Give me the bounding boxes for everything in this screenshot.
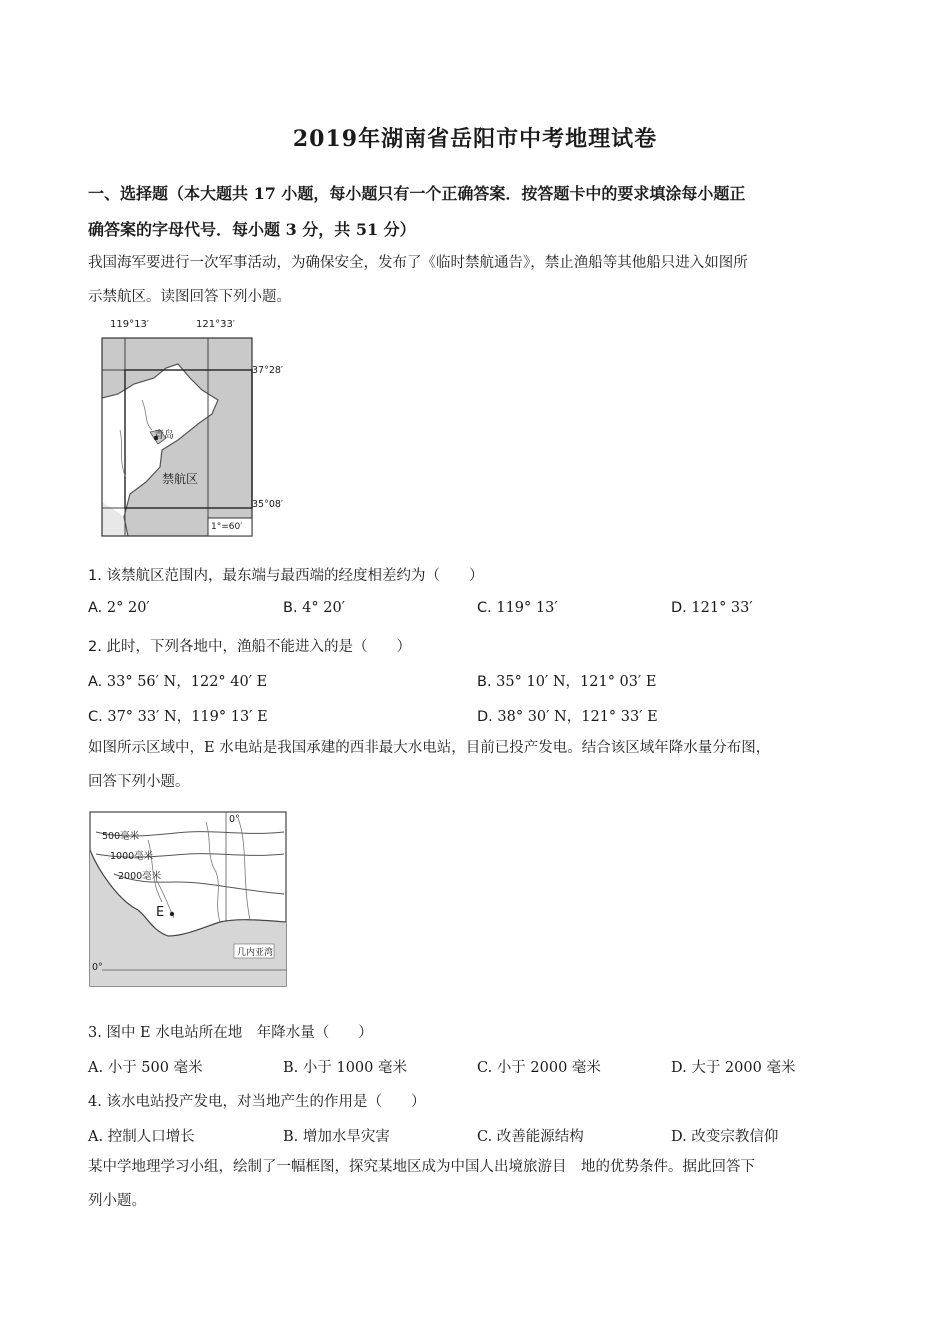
intro3-line2: 列小题。: [88, 1193, 146, 1209]
q1-option-b[interactable]: B. 4° 20′: [283, 600, 345, 616]
intro1-line2: 示禁航区。读图回答下列小题。: [88, 289, 291, 305]
intro3-line1: 某中学地理学习小组，绘制了一幅框图，探究某地区成为中国人出境旅游目 地的优势条件。据此回答下: [88, 1159, 755, 1175]
page-title: 2019年湖南省岳阳市中考地理试卷: [292, 126, 658, 152]
q4-option-c[interactable]: C. 改善能源结构: [477, 1129, 584, 1145]
q1-option-a[interactable]: A. 2° 20′: [88, 600, 150, 616]
q1-option-d[interactable]: D. 121° 33′: [671, 600, 753, 616]
lat-bottom-label: 35°08′: [252, 499, 284, 510]
question-3: 3. 图中 E 水电站所在地 年降水量（ ）: [88, 1025, 373, 1041]
q3-option-d[interactable]: D. 大于 2000 毫米: [671, 1060, 796, 1076]
precipitation-map: [88, 810, 288, 988]
zone-label: 禁航区: [162, 472, 199, 486]
lon-right-label: 121°33′: [196, 319, 236, 330]
lat-top-label: 37°28′: [252, 365, 284, 376]
q2-option-b[interactable]: B. 35° 10′ N，121° 03′ E: [477, 674, 657, 690]
q2-option-a[interactable]: A. 33° 56′ N，122° 40′ E: [88, 674, 268, 690]
question-1-text: 该禁航区范围内，最东端与最西端的经度相差约为（ ）: [101, 568, 484, 584]
section-heading: [88, 176, 868, 248]
q1-option-c[interactable]: C. 119° 13′: [477, 600, 558, 616]
question-1-number: 1.: [88, 568, 102, 584]
section-heading-line1: 一、选择题（本大题共 17 小题，每小题只有一个正确答案．按答题卡中的要求填涂每小题正: [88, 184, 746, 203]
gulf-label: 几内亚湾: [237, 948, 274, 958]
section-heading-line2: 确答案的字母代号．每小题 3 分，共 51 分）: [88, 220, 416, 239]
intro2-line1: 如图所示区域中，E 水电站是我国承建的西非最大水电站，目前已投产发电。结合该区域年降水量分布图，: [88, 740, 771, 756]
intro-paragraph-3: [88, 1150, 873, 1218]
intro-paragraph-1: [88, 246, 873, 314]
intro-paragraph-2: [88, 731, 873, 799]
intro2-line2: 回答下列小题。: [88, 774, 190, 790]
question-2: [88, 635, 411, 656]
e-station-label: E: [156, 905, 165, 920]
city-label: 青岛: [154, 430, 174, 441]
q2-option-c[interactable]: C. 37° 33′ N，119° 13′ E: [88, 709, 268, 725]
isohyet-1000-label: 1000毫米: [110, 851, 154, 862]
intro1-line1: 我国海军要进行一次军事活动，为确保安全，发布了《临时禁航通告》，禁止渔船等其他船只进入如图所: [88, 255, 748, 271]
q3-option-b[interactable]: B. 小于 1000 毫米: [283, 1060, 407, 1076]
isohyet-2000-label: 2000毫米: [118, 871, 162, 882]
q3-option-c[interactable]: C. 小于 2000 毫米: [477, 1060, 601, 1076]
question-2-text: 此时，下列各地中，渔船不能进入的是（ ）: [101, 639, 411, 655]
q4-option-b[interactable]: B. 增加水旱灾害: [283, 1129, 390, 1145]
question-2-number: 2.: [88, 639, 102, 655]
q4-option-a[interactable]: A. 控制人口增长: [88, 1129, 195, 1145]
scale-label: 1°=60′: [211, 522, 243, 532]
restricted-zone-map: [90, 319, 284, 544]
meridian-label: 0°: [229, 814, 240, 825]
q3-option-a[interactable]: A. 小于 500 毫米: [88, 1060, 203, 1076]
q4-option-d[interactable]: D. 改变宗教信仰: [671, 1129, 779, 1145]
lon-left-label: 119°13′: [110, 319, 150, 330]
equator-label: 0°: [92, 962, 103, 973]
question-1: [88, 564, 483, 585]
question-4: 4. 该水电站投产发电，对当地产生的作用是（ ）: [88, 1094, 426, 1110]
q2-option-d[interactable]: D. 38° 30′ N，121° 33′ E: [477, 709, 658, 725]
isohyet-500-label: 500毫米: [102, 831, 140, 842]
